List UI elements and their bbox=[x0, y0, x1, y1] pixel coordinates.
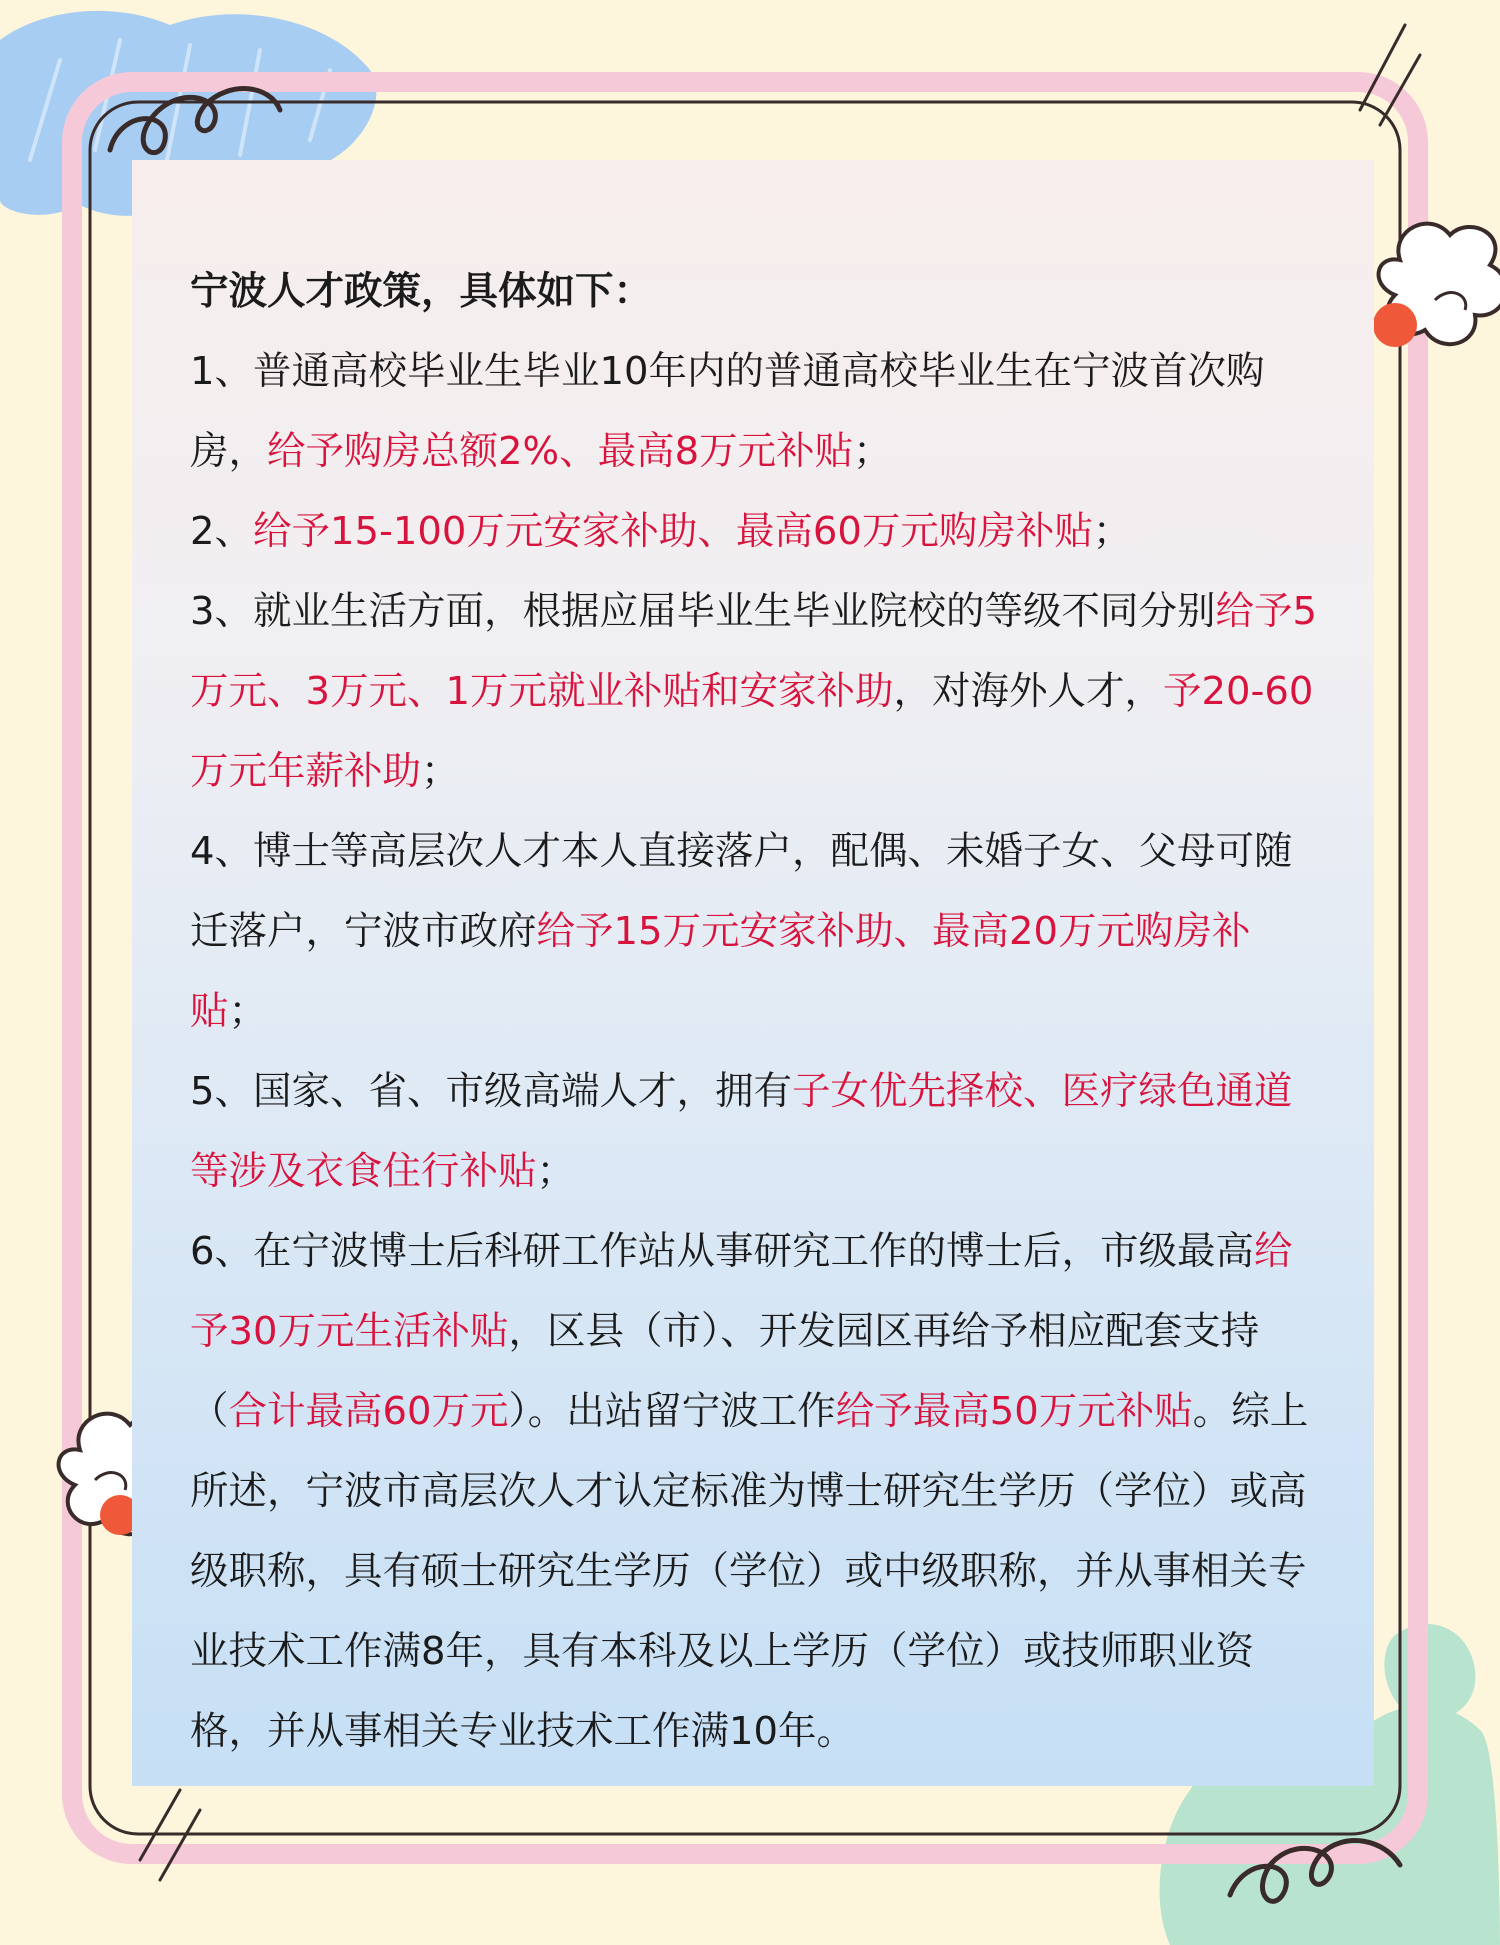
paragraph-4 bbox=[190, 812, 1324, 1052]
highlight-segment: 给予15-100万元安家补助、最高60万元购房补贴 bbox=[253, 509, 1093, 554]
highlight-segment: 合计最高60万元 bbox=[228, 1389, 509, 1434]
paragraph-1 bbox=[190, 332, 1324, 492]
text-segment: 4、博士等高层次人才本人直接落户，配偶、未婚子女、父母可随迁落户，宁波市政府 bbox=[190, 829, 1293, 954]
text-segment: ）。出站留宁波工作 bbox=[508, 1389, 836, 1434]
text-segment: 6、在宁波博士后科研工作站从事研究工作的博士后，市级最高 bbox=[190, 1229, 1254, 1274]
text-segment: ； bbox=[1092, 509, 1132, 554]
text-segment: ； bbox=[536, 1149, 576, 1194]
paragraph-5 bbox=[190, 1052, 1324, 1212]
paragraph-6 bbox=[190, 1212, 1324, 1772]
text-segment: 1、普通高校毕业生毕业10年内的普通高校毕业生在宁波首次购房， bbox=[190, 349, 1265, 474]
text-segment: ； bbox=[853, 429, 892, 474]
text-segment: 3、就业生活方面，根据应届毕业生毕业院校的等级不同分别 bbox=[190, 589, 1216, 634]
highlight-segment: 给予30万元生活补贴 bbox=[190, 1229, 1293, 1354]
paragraph-3 bbox=[190, 572, 1324, 812]
document-body bbox=[190, 252, 1324, 1772]
flower-right-icon bbox=[1373, 224, 1500, 347]
highlight-segment: 子女优先择校、医疗绿色通道等涉及衣食住行补贴 bbox=[190, 1069, 1293, 1194]
highlight-segment: 给予15万元安家补助、最高20万元购房补贴 bbox=[190, 909, 1251, 1034]
text-segment: 2、 bbox=[190, 509, 253, 554]
content-card bbox=[132, 160, 1374, 1786]
text-segment: ； bbox=[228, 989, 268, 1034]
highlight-segment: 给予最高50万元补贴 bbox=[835, 1389, 1193, 1434]
highlight-segment: 给予购房总额2%、最高8万元补贴 bbox=[267, 429, 854, 474]
paragraph-2 bbox=[190, 492, 1324, 572]
highlight-segment: 予20-60万元年薪补助 bbox=[190, 669, 1314, 794]
text-segment: ； bbox=[421, 749, 460, 794]
green-blob-accent bbox=[1384, 1624, 1475, 1720]
text-segment: ，区县（市）、开发园区再给予相应配套支持（ bbox=[190, 1309, 1260, 1434]
document-heading: 宁波人才政策，具体如下： bbox=[190, 269, 653, 314]
text-segment: 。综上所述，宁波市高层次人才认定标准为博士研究生学历（学位）或高级职称，具有硕士研究生学历（学位）或中级职称，并从事相关专业技术工作满8年，具有本科及以上学历（学位）或技师职业资格，并从事相关专业技术工作满10年。 bbox=[190, 1389, 1309, 1754]
text-segment: ，对海外人才， bbox=[893, 669, 1164, 714]
highlight-segment: 给予5万元、3万元、1万元就业补贴和安家补助 bbox=[190, 589, 1317, 714]
text-segment: 5、国家、省、市级高端人才，拥有 bbox=[190, 1069, 792, 1114]
